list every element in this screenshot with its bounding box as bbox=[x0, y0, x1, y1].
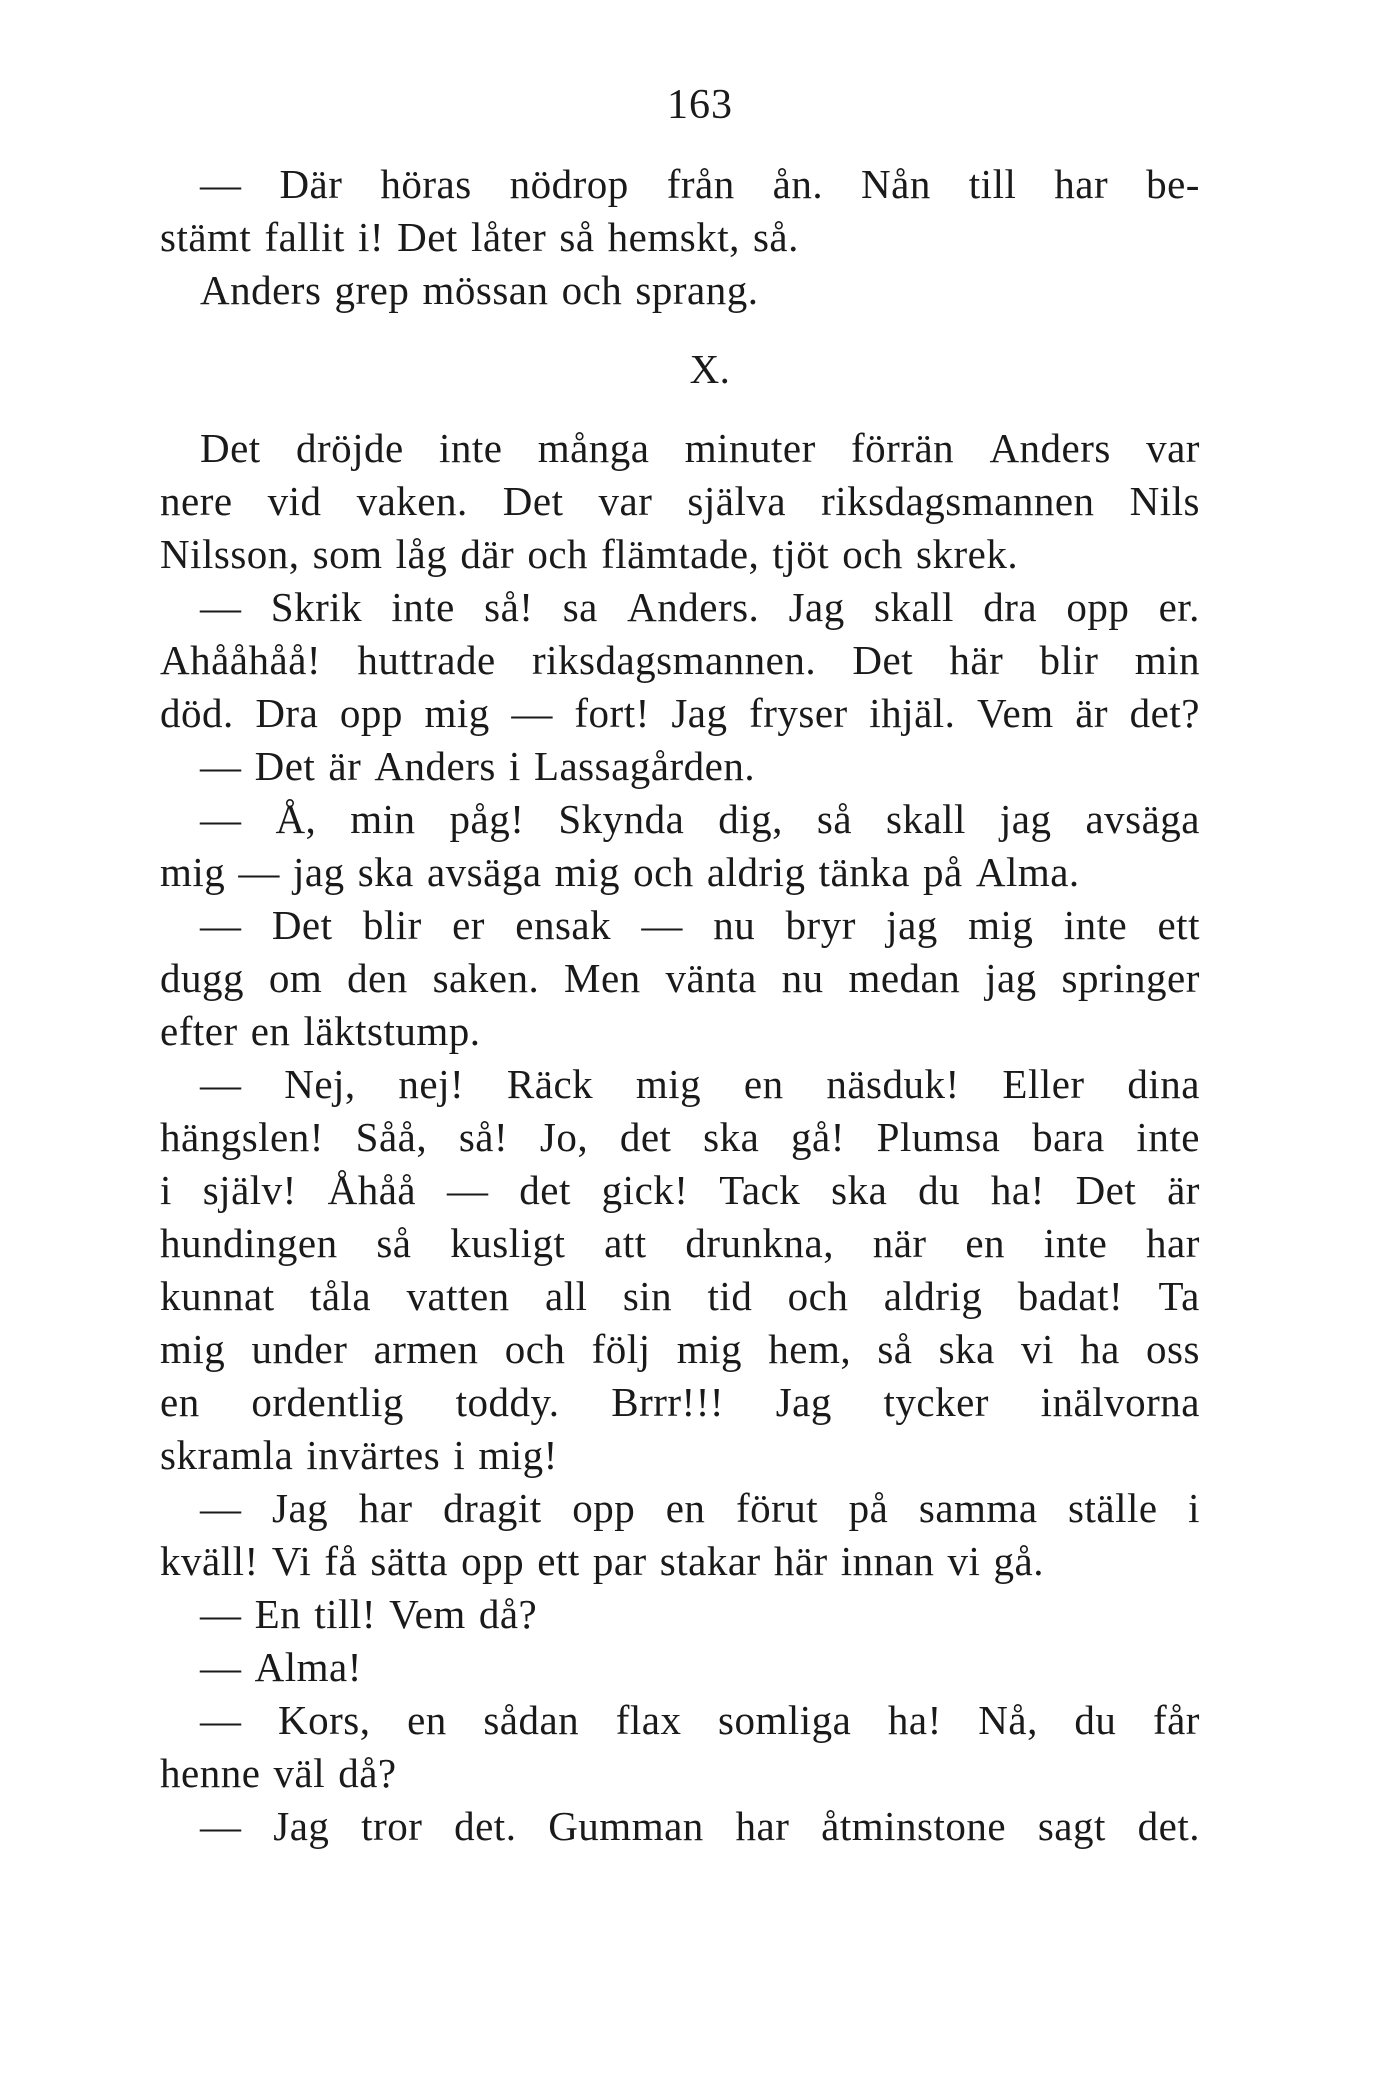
text-line: — Kors, en sådan flax somliga ha! Nå, du får bbox=[200, 1697, 1200, 1743]
text-line: — Å, min påg! Skynda dig, så skall jag avsäga bbox=[200, 796, 1200, 842]
text-line: henne väl då? bbox=[160, 1750, 397, 1796]
text-line: hängslen! Såå, så! Jo, det ska gå! Plumsa bara inte bbox=[160, 1114, 1200, 1160]
text-line: en ordentlig toddy. Brrr!!! Jag tycker inälvorna bbox=[160, 1379, 1200, 1425]
text-line: — Alma! bbox=[200, 1644, 362, 1690]
text-line: kväll! Vi få sätta opp ett par stakar här innan vi gå. bbox=[160, 1538, 1044, 1584]
text-line: mig under armen och följ mig hem, så ska vi ha oss bbox=[160, 1326, 1200, 1372]
section-spacer bbox=[160, 396, 1200, 422]
section-spacer bbox=[160, 317, 1200, 343]
chapter-heading: X. bbox=[689, 346, 731, 392]
text-line: död. Dra opp mig — fort! Jag fryser ihjäl. Vem är det? bbox=[160, 690, 1200, 736]
text-line: Nilsson, som låg där och flämtade, tjöt och skrek. bbox=[160, 531, 1019, 577]
text-line: — Där höras nödrop från ån. Nån till har be- bbox=[200, 161, 1200, 207]
text-line: efter en läktstump. bbox=[160, 1008, 481, 1054]
text-line: i själv! Åhåå — det gick! Tack ska du ha! Det är bbox=[160, 1167, 1200, 1213]
text-line: stämt fallit i! Det låter så hemskt, så. bbox=[160, 214, 799, 260]
text-line: Ahååhåå! huttrade riksdagsmannen. Det här blir min bbox=[160, 637, 1200, 683]
text-line: — Skrik inte så! sa Anders. Jag skall dra opp er. bbox=[200, 584, 1200, 630]
text-line: — Jag tror det. Gumman har åtminstone sagt det. bbox=[200, 1803, 1200, 1849]
text-line: — Det är Anders i Lassagården. bbox=[200, 743, 756, 789]
text-line: kunnat tåla vatten all sin tid och aldrig badat! Ta bbox=[160, 1273, 1200, 1319]
text-line: nere vid vaken. Det var själva riksdagsmannen Nils bbox=[160, 478, 1200, 524]
body-text bbox=[160, 158, 1200, 1853]
text-line: mig — jag ska avsäga mig och aldrig tänka på Alma. bbox=[160, 849, 1080, 895]
text-line: Anders grep mössan och sprang. bbox=[200, 267, 759, 313]
text-line: hundingen så kusligt att drunkna, när en inte har bbox=[160, 1220, 1200, 1266]
text-line: — Det blir er ensak — nu bryr jag mig inte ett bbox=[200, 902, 1200, 948]
text-line: dugg om den saken. Men vänta nu medan jag springer bbox=[160, 955, 1200, 1001]
text-line: — Nej, nej! Räck mig en näsduk! Eller dina bbox=[200, 1061, 1200, 1107]
page-number: 163 bbox=[667, 82, 733, 128]
text-line: — En till! Vem då? bbox=[200, 1591, 538, 1637]
text-line: Det dröjde inte många minuter förrän Anders var bbox=[200, 425, 1200, 471]
text-line: skramla invärtes i mig! bbox=[160, 1432, 558, 1478]
text-line: — Jag har dragit opp en förut på samma ställe i bbox=[200, 1485, 1200, 1531]
